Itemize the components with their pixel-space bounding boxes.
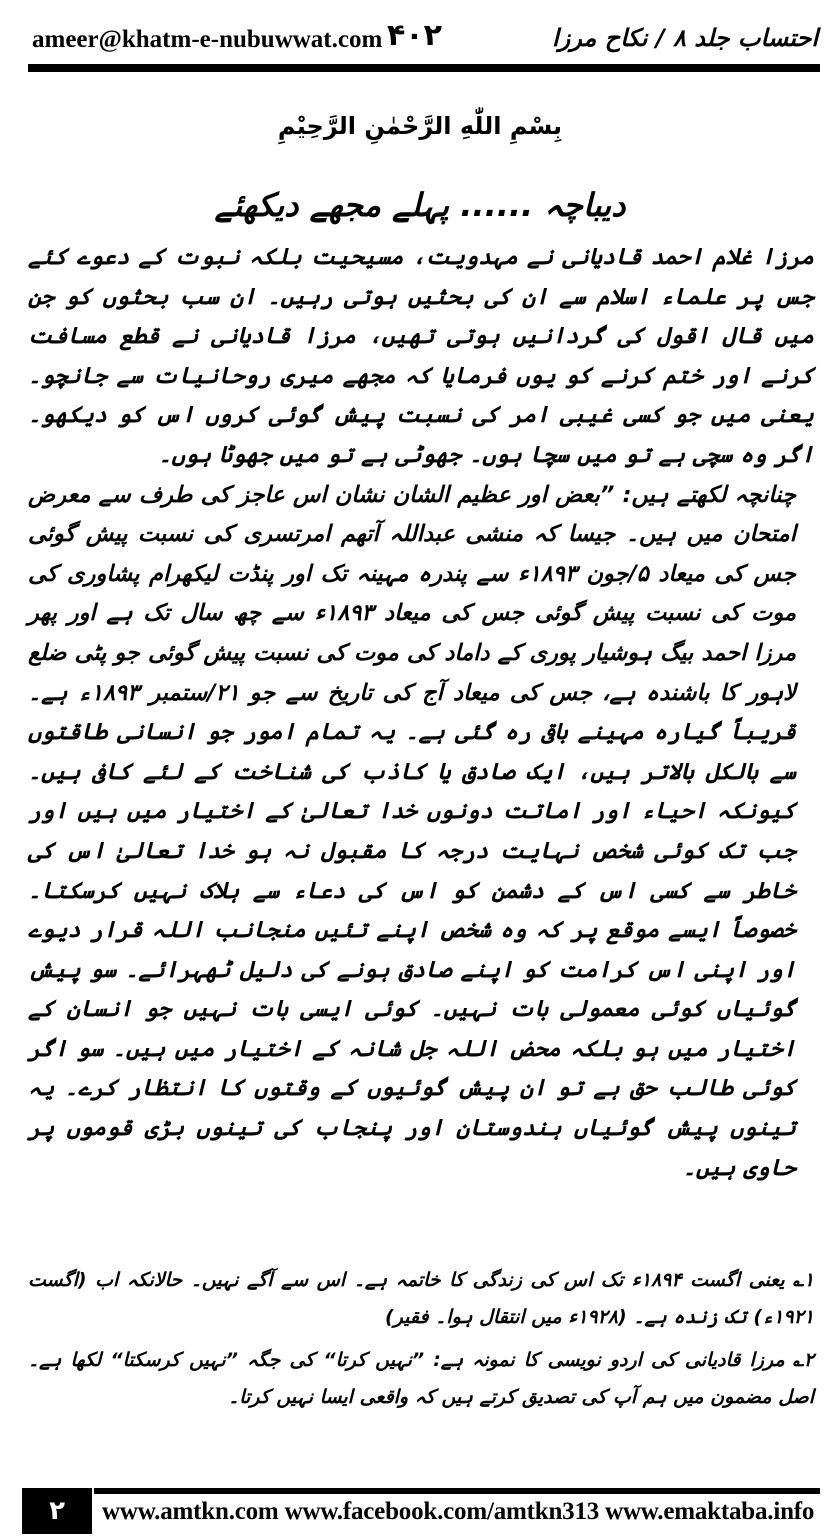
footer-links[interactable]: www.amtkn.com www.facebook.com/amtkn313 www.emaktaba.info [102,1498,815,1525]
paragraph: مرزا غلام احمد قادیانی نے مہدویت، مسیحیت بلکہ نبوت کے دعوے کئے جس پر علماء اسلام سے ان کی بحثیں ہوتی رہیں۔ ان سب بحثوں کو جن میں قال اقول کی گردانیں ہوتی تھیں، مرزا قادیانی نے قطع مسافت کرنے اور ختم کرنے کو یوں فرمایا کہ مجھے میری روحانیات سے جانچو۔ یعنی میں جو کسی غیبی امر کی نسبت پیش گوئی کروں اس کو دیکھو۔ اگر وہ سچی ہے تو میں سچا ہوں۔ جھوٹی ہے تو میں جھوٹا ہوں۔ [28,244,814,468]
page-footer [22,1488,820,1540]
footnotes [28,1262,814,1422]
body-text [28,238,814,1188]
header-email[interactable]: ameer@khatm-e-nubuwwat.com [32,26,383,53]
page-header [32,18,818,62]
footnote-text: مرزا قادیانی کی اردو نویسی کا نمونہ ہے: ”نہیں کرتا“ کی جگہ ”نہیں کرسکتا“ لکھا ہے۔ اصل مضمون میں ہم آپ کی تصدیق کرتے ہیں کہ واقعی ایسا نہیں کرتا۔ [28,1349,814,1408]
header-rule [28,64,820,72]
running-title: احتساب جلد ۸ / نکاح مرزا [552,24,818,52]
footnote [28,1262,814,1336]
page-title: دیباچہ ...... پہلے مجھے دیکھئے [214,186,626,224]
footnote-text: یعنی اگست ۱۸۹۴ء تک اس کی زندگی کا خاتمہ ہے۔ اس سے آگے نہیں۔ حالانکہ اب (اگست ۱۹۲۱ء) تک زندہ ہے۔ (۱۹۲۸ء میں انتقال ہوا۔ فقیر) [28,1269,814,1328]
footnote-marker: ۱؎ [792,1269,814,1291]
paragraph: چنانچہ لکھتے ہیں: ”بعض اور عظیم الشان نشان اس عاجز کی طرف سے معرض امتحان میں ہیں۔ جیسا کہ منشی عبداللہ آتھم امرتسری کی نسبت پیش گوئی جس کی میعاد ۵/جون ۱۸۹۳ء سے پندرہ مہینہ تک اور پنڈت لیکھرام پشاوری کی موت کی نسبت پیش گوئی جس کی میعاد ۱۸۹۳ء سے چھ سال تک ہے اور پھر مرزا احمد بیگ ہوشیار پوری کے داماد کی موت کی نسبت پیش گوئی جو پٹی ضلع لاہور کا باشندہ ہے، جس کی میعاد آج کی تاریخ سے جو ۲۱/ستمبر ۱۸۹۳ء ہے۔ قریباً گیارہ مہینے باقی رہ گئی ہے۔ یہ تمام امور جو انسانی طاقتوں سے بالکل بالاتر ہیں، ایک صادق یا کاذب کی شناخت کے لئے کافی ہیں۔ کیونکہ احیاء اور اماتت دونوں خدا تعالیٰ کے اختیار میں ہیں اور جب تک کوئی شخص نہایت درجہ کا مقبول نہ ہو خدا تعالیٰ اس کی خاطر سے کسی اس کے دشمن کو اس کی دعاء سے ہلاک نہیں کرسکتا۔ خصوصاً ایسے موقع پر کہ وہ شخص اپنے تئیں منجانب اللہ قرار دیوے اور اپنی اس کرامت کو اپنے صادق ہونے کی دلیل ٹھہرائے۔ سو پیش گوئیاں کوئی معمولی بات نہیں۔ کوئی ایسی بات نہیں جو انسان کے اختیار میں ہو بلکہ محض اللہ جل شانہ کے اختیار میں ہیں۔ سو اگر کوئی طالب حق ہے تو ان پیش گوئیوں کے وقتوں کا انتظار کرے۔ یہ تینوں پیش گوئیاں ہندوستان اور پنجاب کی تینوں بڑی قوموں پر حاوی ہیں۔ [28,481,796,1181]
header-page-number: ۴۰۲ [387,18,442,53]
bismillah: بِسْمِ اللّٰهِ الرَّحْمٰنِ الرَّحِيْمِ [277,112,563,140]
footnote-marker: ۲؎ [792,1349,814,1371]
footnote [28,1342,814,1416]
footer-page-number: ۲ [22,1488,92,1534]
